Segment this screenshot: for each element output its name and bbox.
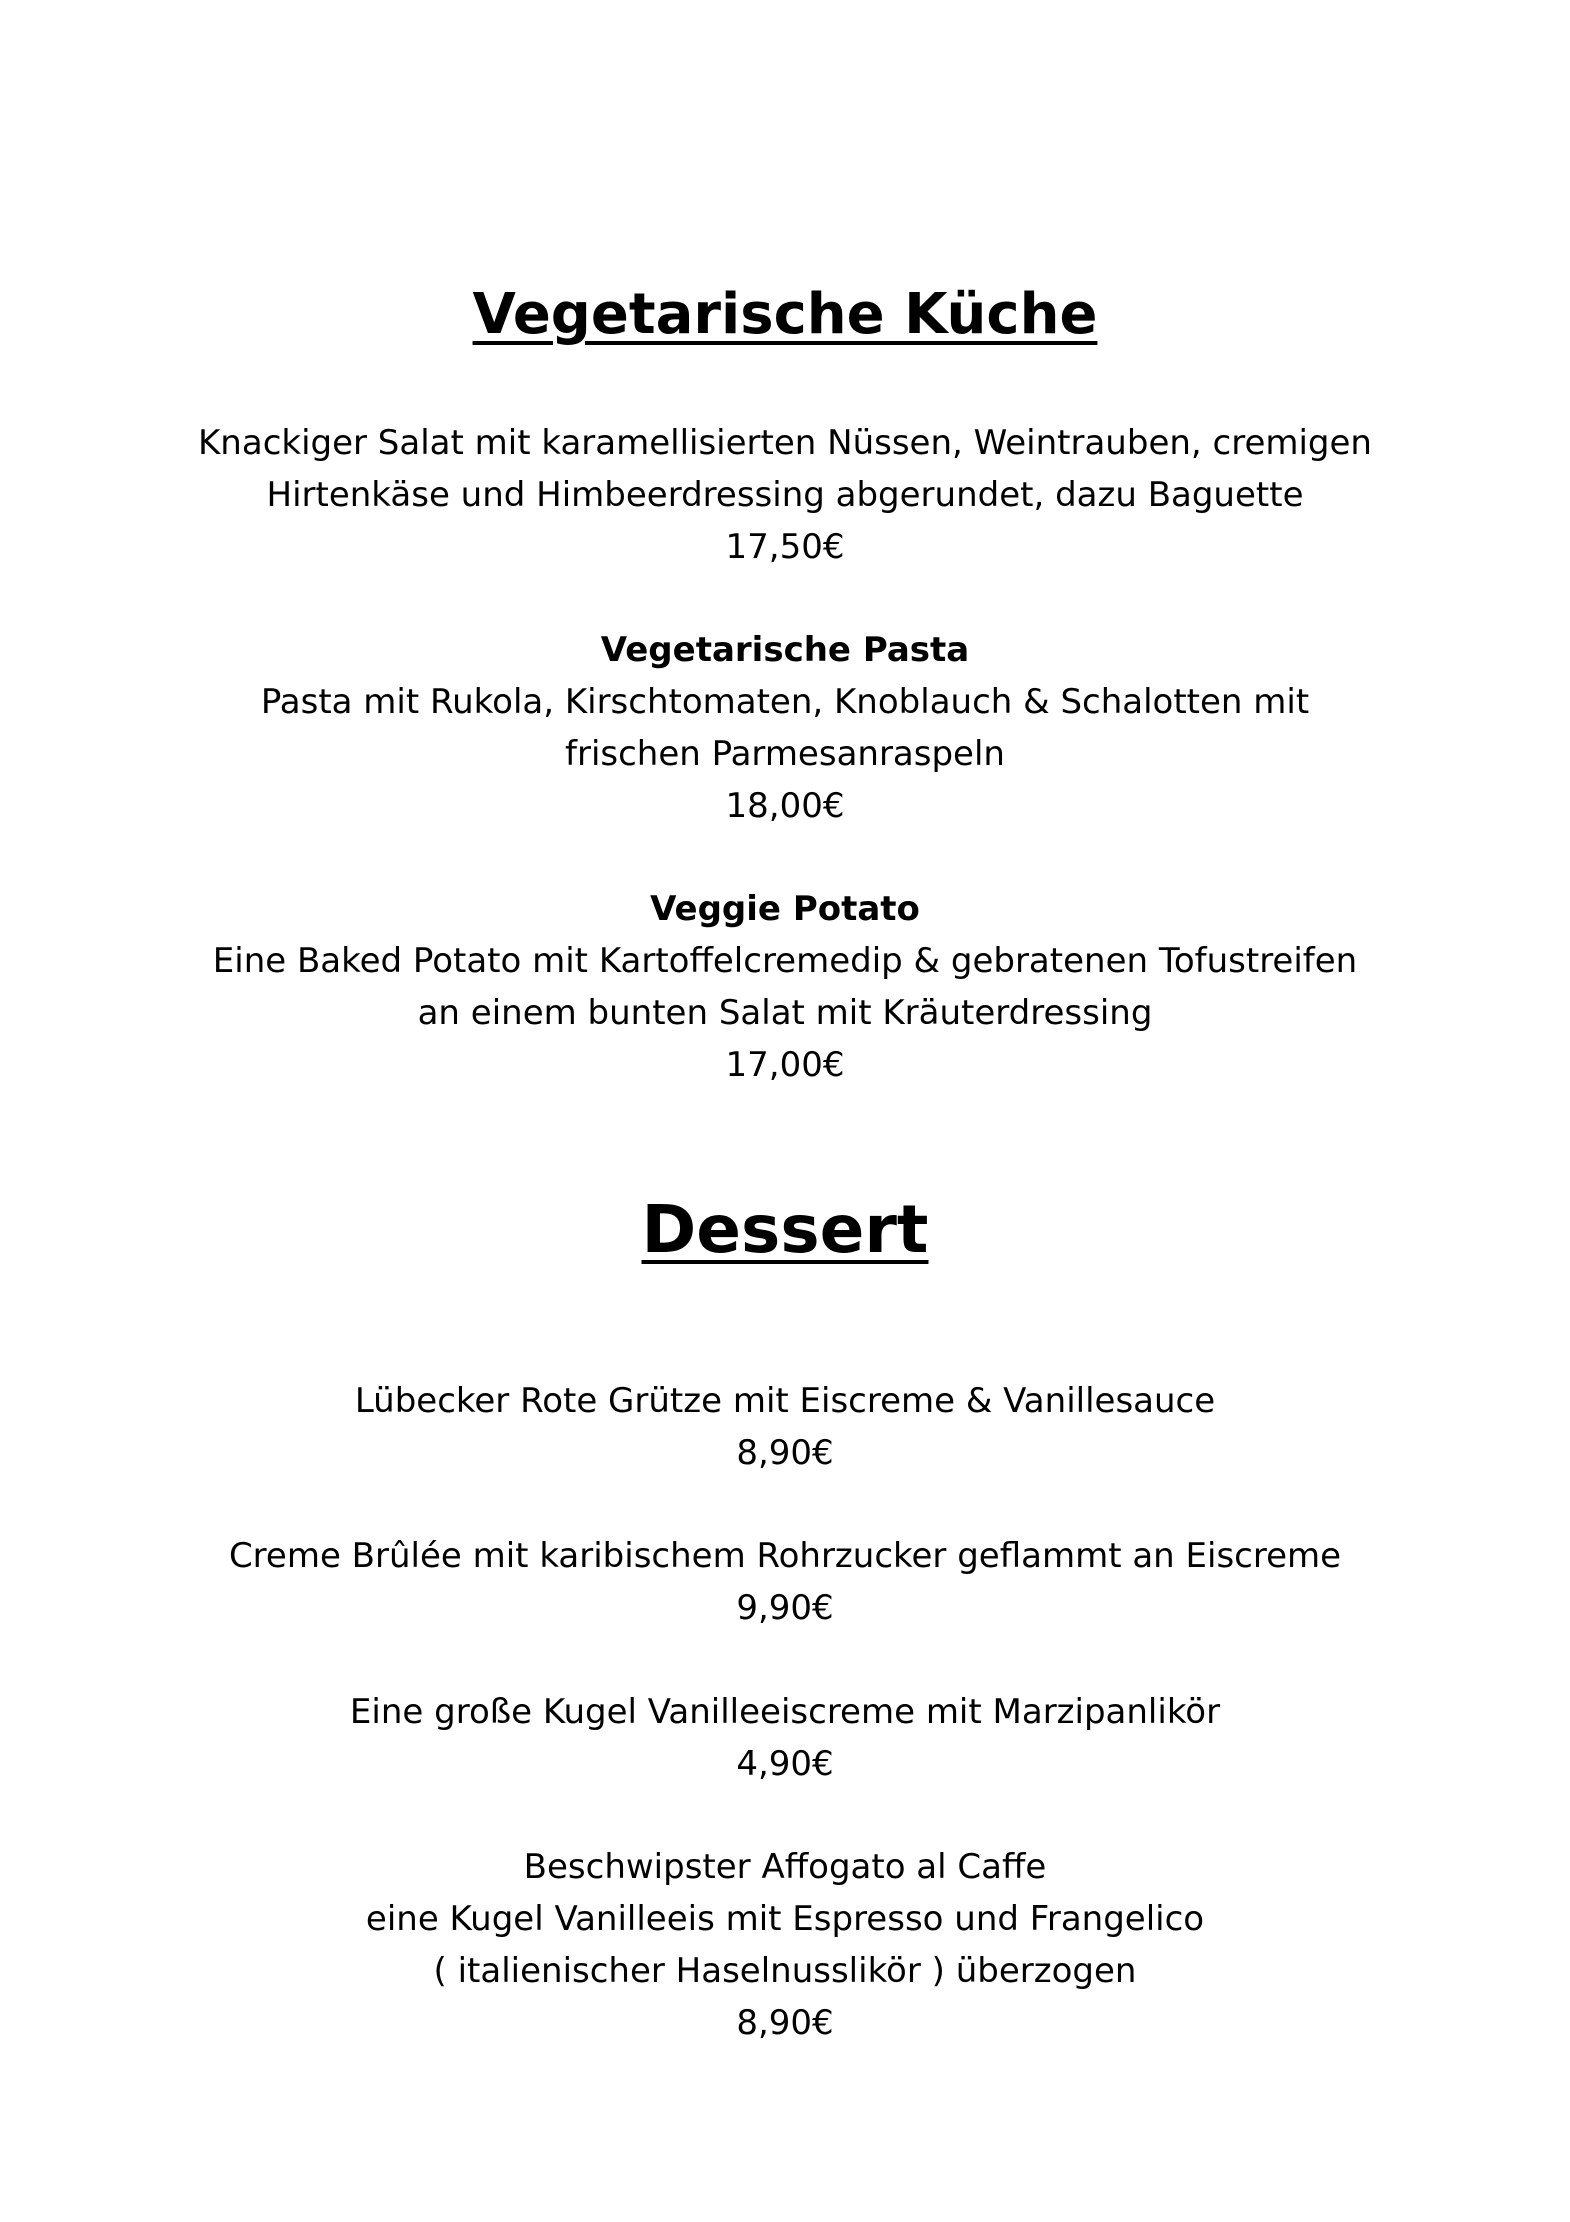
section-title-vegetarian: Vegetarische Küche bbox=[472, 282, 1098, 347]
item-price: 8,90€ bbox=[736, 1433, 834, 1473]
item-description-line: eine Kugel Vanilleeis mit Espresso und Frangelico bbox=[365, 1899, 1205, 1939]
item-description-line: ( italienischer Haselnusslikör ) überzogen bbox=[433, 1951, 1137, 1991]
item-description-line: an einem bunten Salat mit Kräuterdressing bbox=[417, 993, 1153, 1033]
item-description-line: Knackiger Salat mit karamellisierten Nüssen, Weintrauben, cremigen bbox=[198, 423, 1372, 463]
item-price: 9,90€ bbox=[736, 1588, 834, 1628]
item-description-line: Eine große Kugel Vanilleeiscreme mit Marzipanlikör bbox=[349, 1692, 1221, 1732]
item-price: 17,50€ bbox=[725, 527, 845, 567]
item-name: Veggie Potato bbox=[650, 889, 920, 929]
item-description-line: Lübecker Rote Grütze mit Eiscreme & Vanillesauce bbox=[354, 1381, 1216, 1421]
item-description-line: Hirtenkäse und Himbeerdressing abgerundet, dazu Baguette bbox=[266, 475, 1304, 515]
item-description-line: Beschwipster Affogato al Caffe bbox=[523, 1847, 1047, 1887]
item-price: 18,00€ bbox=[725, 786, 845, 826]
item-description-line: Eine Baked Potato mit Kartoffelcremedip & gebratenen Tofustreifen bbox=[212, 941, 1358, 981]
item-description-line: frischen Parmesanraspeln bbox=[565, 734, 1005, 774]
item-description-line: Pasta mit Rukola, Kirschtomaten, Knoblauch & Schalotten mit bbox=[260, 682, 1310, 722]
item-price: 17,00€ bbox=[725, 1045, 845, 1085]
item-name: Vegetarische Pasta bbox=[600, 630, 970, 670]
section-title-dessert: Dessert bbox=[641, 1191, 929, 1268]
item-price: 4,90€ bbox=[736, 1744, 834, 1784]
item-description-line: Creme Brûlée mit karibischem Rohrzucker geflammt an Eiscreme bbox=[228, 1536, 1342, 1576]
item-price: 8,90€ bbox=[736, 2003, 834, 2043]
